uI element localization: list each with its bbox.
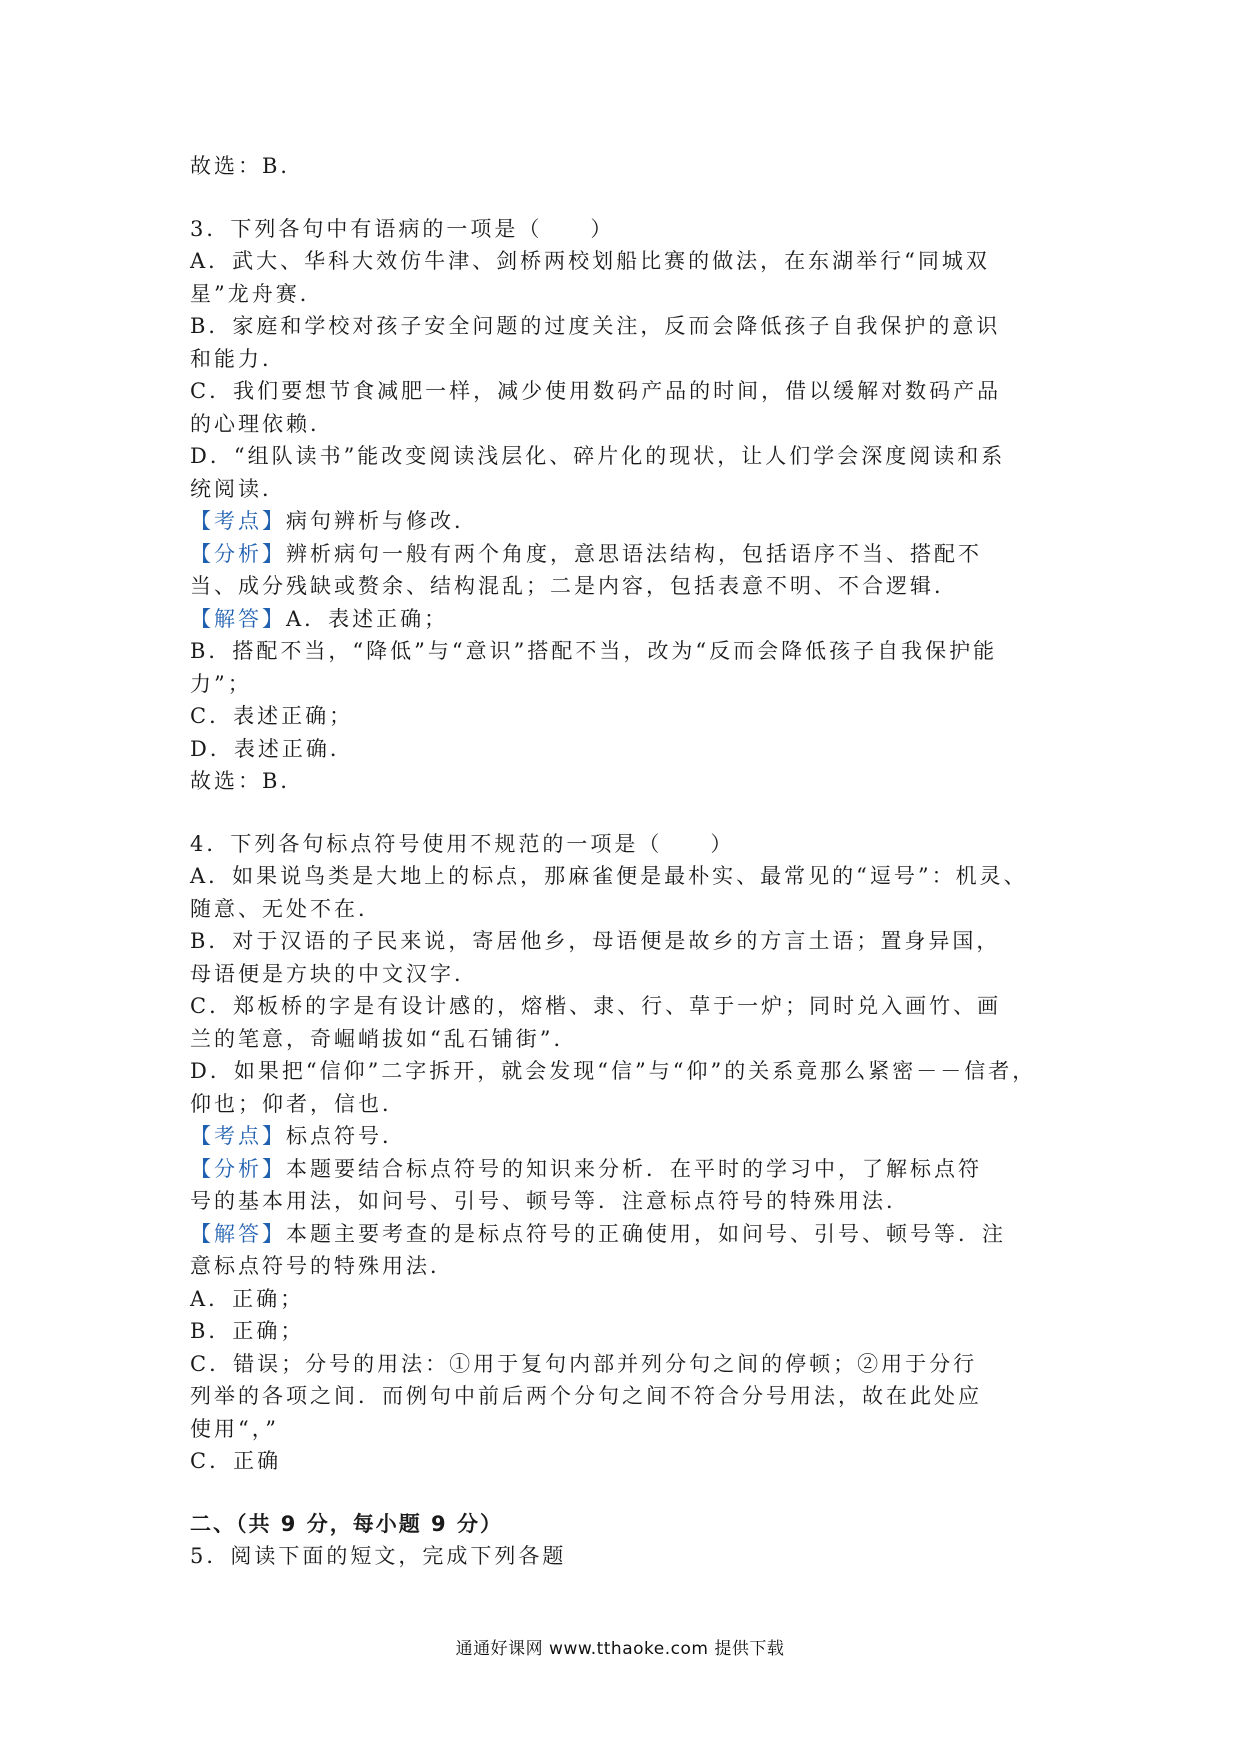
q4-fenxi	[190, 1153, 1060, 1186]
q4-option-c-cont: 兰的笔意，奇崛峭拔如“乱石铺街”．	[190, 1026, 578, 1051]
jieda-text: 本题主要考查的是标点符号的正确使用，如问号、引号、顿号等．注	[286, 1221, 1006, 1246]
q3-answer-c: C．表述正确；	[190, 704, 354, 728]
q3-answer-d: D．表述正确．	[190, 736, 354, 761]
q3-fenxi-cont: 当、成分残缺或赘余、结构混乱；二是内容，包括表意不明、不合逻辑．	[190, 574, 958, 598]
q4-kaodian	[190, 1120, 1060, 1153]
q4-option-b: B．对于汉语的子民来说，寄居他乡，母语便是故乡的方言土语；置身异国，	[190, 929, 1001, 953]
fenxi-text: 本题要结合标点符号的知识来分析．在平时的学习中，了解标点符	[286, 1156, 982, 1181]
q3-option-c-cont: 的心理依赖．	[190, 411, 334, 436]
q4-question: 4．下列各句标点符号使用不规范的一项是（ ）	[190, 831, 735, 856]
q4-answer-a: A．正确；	[190, 1286, 305, 1311]
document-body	[190, 150, 1060, 1573]
q4-jieda	[190, 1218, 1060, 1251]
jieda-tag: 【解答】	[190, 1221, 286, 1246]
q3-kaodian	[190, 505, 1060, 538]
q4-answer-c-cont2: 使用“，”	[190, 1416, 279, 1441]
q4-answer-c: C．错误；分号的用法：①用于复句内部并列分句之间的停顿；②用于分行	[190, 1351, 978, 1376]
intro-answer: 故选：B．	[190, 154, 305, 178]
kaodian-tag: 【考点】	[190, 509, 286, 533]
q4-option-a-cont: 随意、无处不在．	[190, 896, 382, 921]
q3-final-answer: 故选：B．	[190, 769, 305, 793]
q3-option-d-cont: 统阅读．	[190, 476, 286, 501]
fenxi-tag: 【分析】	[190, 1156, 286, 1181]
q4-answer-c-cont: 列举的各项之间．而例句中前后两个分句之间不符合分号用法，故在此处应	[190, 1384, 982, 1408]
q5-question: 5．阅读下面的短文，完成下列各题	[190, 1544, 567, 1568]
q3-option-a-cont: 星”龙舟赛．	[190, 281, 324, 306]
spacer	[190, 1478, 1060, 1508]
q4-fenxi-cont: 号的基本用法，如问号、引号、顿号等．注意标点符号的特殊用法．	[190, 1189, 910, 1213]
jieda-tag: 【解答】	[190, 606, 286, 631]
section-heading: 二、（共 9 分，每小题 9 分）	[190, 1511, 503, 1536]
spacer	[190, 183, 1060, 213]
page-footer: 通通好课网 www.tthaoke.com 提供下载	[455, 1639, 785, 1659]
jieda-text: A．表述正确；	[286, 606, 449, 631]
q3-answer-b-cont: 力”；	[190, 671, 252, 696]
kaodian-tag: 【考点】	[190, 1124, 286, 1148]
q3-option-b-cont: 和能力．	[190, 346, 286, 371]
fenxi-tag: 【分析】	[190, 541, 286, 566]
q4-jieda-cont: 意标点符号的特殊用法．	[190, 1254, 454, 1278]
q3-answer-b: B．搭配不当，“降低”与“意识”搭配不当，改为“反而会降低孩子自我保护能	[190, 639, 998, 663]
q4-option-c: C．郑板桥的字是有设计感的，熔楷、隶、行、草于一炉；同时兑入画竹、画	[190, 994, 1002, 1018]
spacer	[190, 798, 1060, 828]
q4-option-a: A．如果说鸟类是大地上的标点，那麻雀便是最朴实、最常见的“逗号”：机灵、	[190, 864, 1028, 888]
q4-option-d: D．如果把“信仰”二字拆开，就会发现“信”与“仰”的关系竟那么紧密－－信者，	[190, 1059, 1037, 1083]
fenxi-text: 辨析病句一般有两个角度，意思语法结构，包括语序不当、搭配不	[286, 541, 982, 566]
q3-option-c: C．我们要想节食减肥一样，减少使用数码产品的时间，借以缓解对数码产品	[190, 379, 1002, 403]
q3-option-a: A．武大、华科大效仿牛津、剑桥两校划船比赛的做法，在东湖举行“同城双	[190, 249, 990, 273]
kaodian-text: 病句辨析与修改．	[286, 509, 478, 533]
q3-jieda	[190, 603, 1060, 636]
q3-question: 3．下列各句中有语病的一项是（ ）	[190, 216, 615, 241]
q4-option-d-cont: 仰也；仰者，信也．	[190, 1091, 406, 1116]
q4-answer-c-final: C．正确	[190, 1449, 282, 1473]
q3-option-d: D．“组队读书”能改变阅读浅层化、碎片化的现状，让人们学会深度阅读和系	[190, 444, 1006, 468]
kaodian-text: 标点符号．	[286, 1124, 406, 1148]
q4-answer-b: B．正确；	[190, 1319, 305, 1343]
q3-fenxi	[190, 538, 1060, 571]
q3-option-b: B．家庭和学校对孩子安全问题的过度关注，反而会降低孩子自我保护的意识	[190, 314, 1001, 338]
q4-option-b-cont: 母语便是方块的中文汉字．	[190, 961, 478, 986]
